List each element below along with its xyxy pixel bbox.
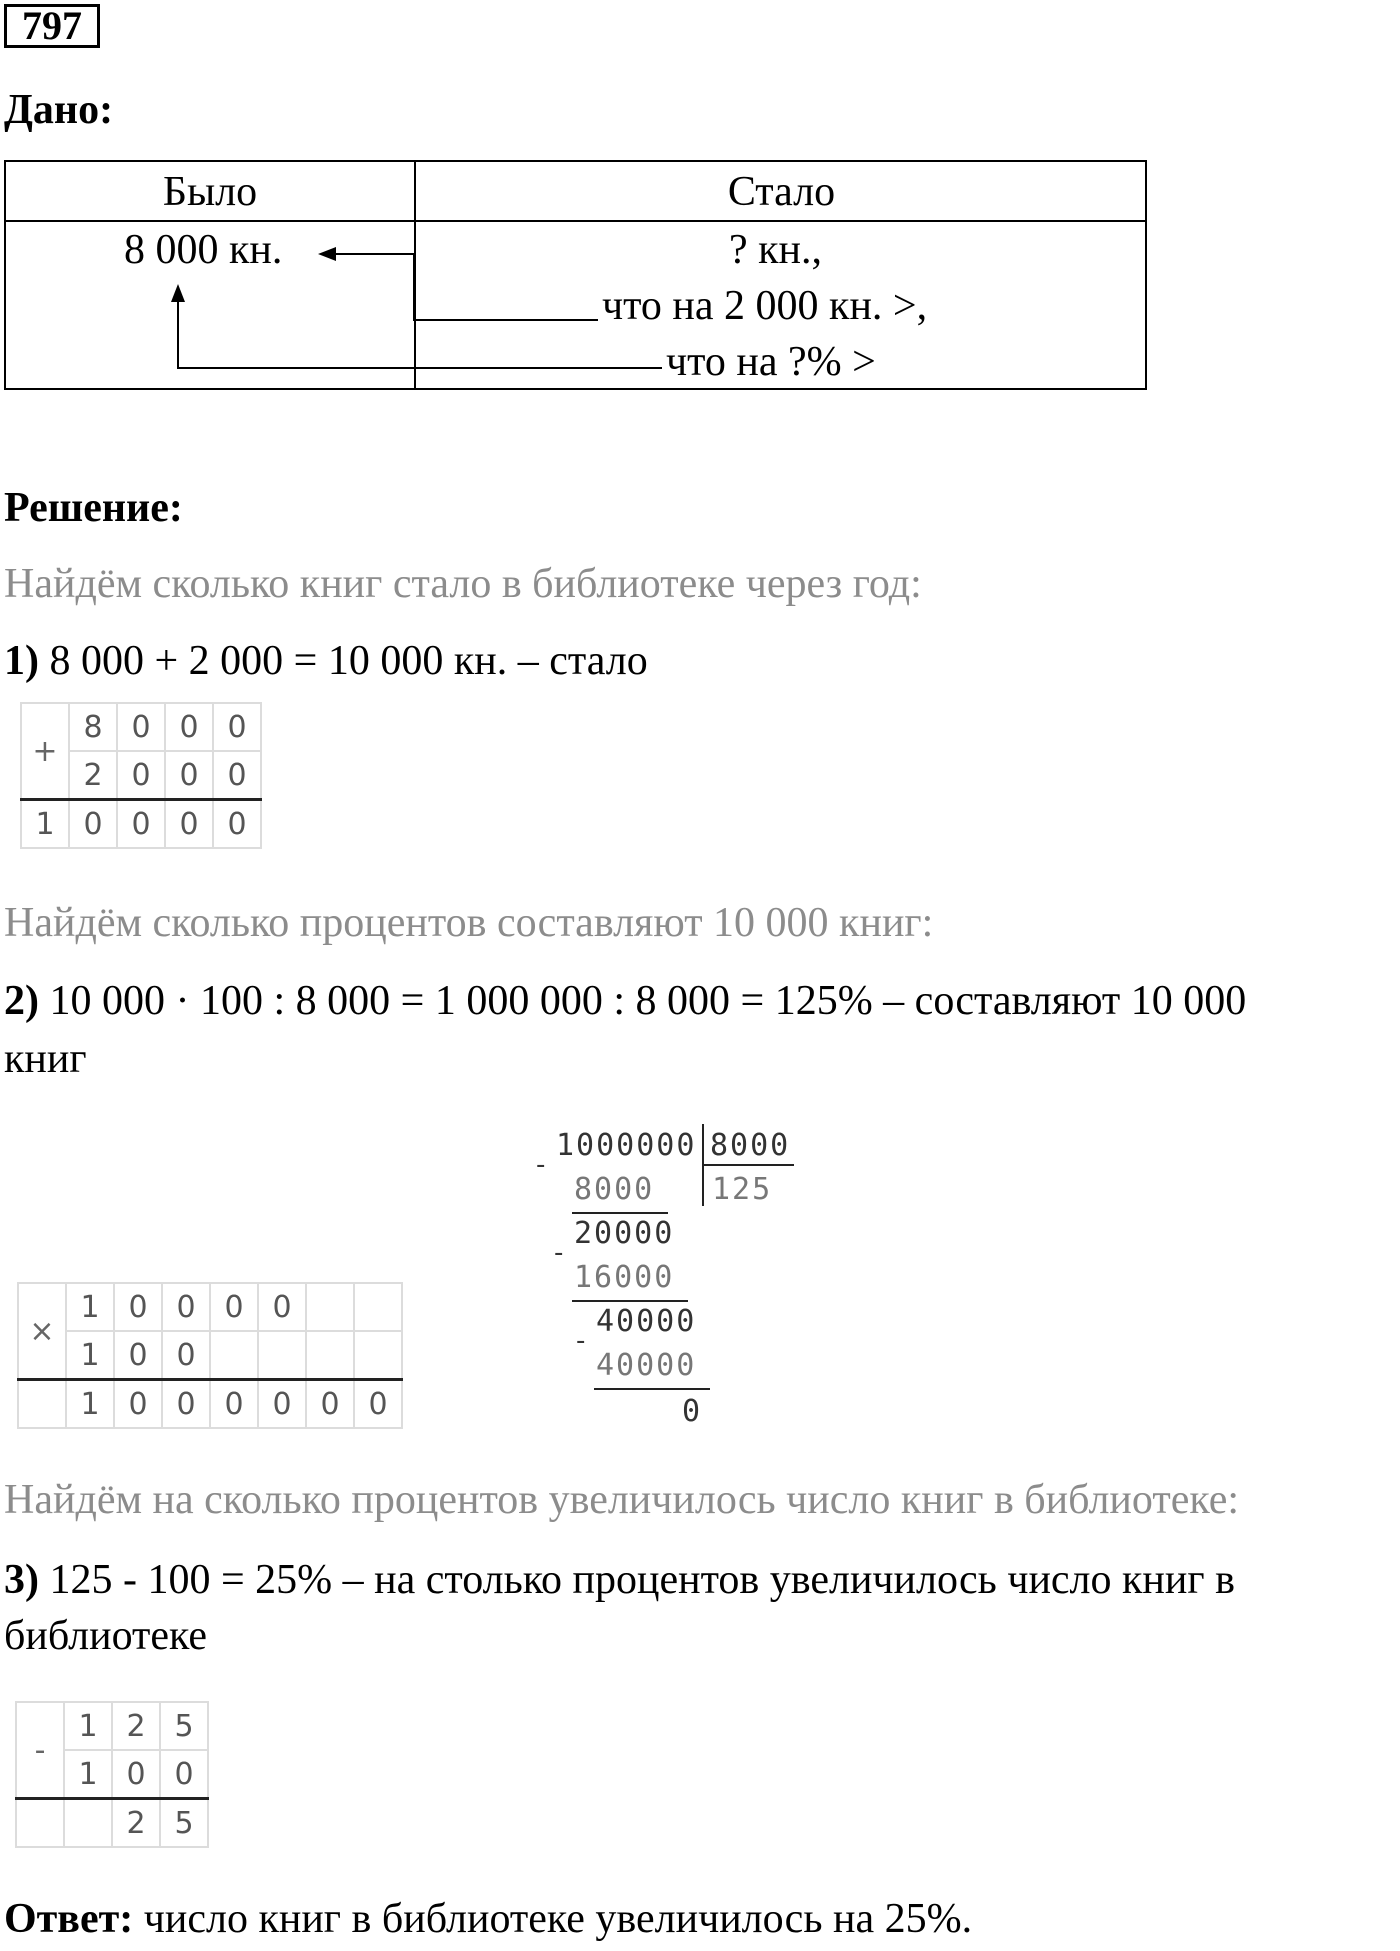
- grid-cell: 1: [21, 800, 69, 849]
- grid-cell: 0: [165, 800, 213, 849]
- step-2-note: Найдём сколько процентов составляют 10 000 книг:: [4, 900, 934, 946]
- grid-cell: 0: [354, 1380, 402, 1429]
- division-step: 40000: [596, 1348, 697, 1383]
- step-1-line: [4, 637, 648, 685]
- problem-number: 797: [4, 4, 100, 48]
- grid-cell: 2: [112, 1702, 160, 1750]
- grid-cell: 1: [66, 1283, 114, 1331]
- arrow-percent: [178, 300, 662, 368]
- grid-cell: 0: [114, 1380, 162, 1429]
- grid-cell: 2: [69, 751, 117, 800]
- subtraction-grid: [15, 1701, 209, 1848]
- became-line-2: что на 2 000 кн. >,: [602, 283, 928, 329]
- header-was: Было: [162, 169, 258, 215]
- grid-cell: [210, 1331, 258, 1380]
- grid-cell: 0: [112, 1750, 160, 1799]
- division-step: 40000: [596, 1304, 697, 1339]
- arrow-head-left: [318, 247, 336, 261]
- arrow-difference: [334, 254, 598, 320]
- minus-sign: -: [576, 1326, 586, 1356]
- grid-cell: 0: [117, 751, 165, 800]
- step-3-line: [4, 1556, 1235, 1604]
- step-3-text-continued: библиотеке: [4, 1613, 208, 1659]
- step-3-text: 125 - 100 = 25% – на столько процентов увеличилось число книг в: [39, 1557, 1235, 1603]
- grid-cell: 0: [117, 800, 165, 849]
- grid-cell: 0: [210, 1283, 258, 1331]
- minus-sign: -: [554, 1238, 564, 1268]
- division-remainder: 0: [682, 1394, 703, 1429]
- grid-cell: 0: [162, 1283, 210, 1331]
- division-dividend: 1000000: [556, 1128, 697, 1163]
- division-underline: [594, 1388, 710, 1390]
- grid-cell: 1: [66, 1331, 114, 1380]
- grid-cell: [306, 1331, 354, 1380]
- given-heading: Дано:: [4, 87, 114, 133]
- header-became: Стало: [727, 169, 836, 215]
- solution-heading: Решение:: [4, 485, 183, 531]
- grid-cell: 0: [165, 703, 213, 751]
- step-1-note: Найдём сколько книг стало в библиотеке через год:: [4, 561, 922, 607]
- grid-cell: [16, 1799, 64, 1848]
- grid-cell: 0: [258, 1380, 306, 1429]
- answer-label: Ответ:: [4, 1896, 134, 1942]
- addition-grid: [20, 702, 262, 849]
- grid-cell: 0: [210, 1380, 258, 1429]
- answer-text: число книг в библиотеке увеличилось на 25%.: [133, 1896, 973, 1942]
- grid-cell: 1: [66, 1380, 114, 1429]
- grid-cell: [18, 1380, 66, 1429]
- division-bracket-horizontal: [702, 1164, 794, 1166]
- grid-cell: [64, 1799, 112, 1848]
- grid-cell: 0: [114, 1283, 162, 1331]
- grid-cell: 5: [160, 1799, 208, 1848]
- step-1-text: 8 000 + 2 000 = 10 000 кн. – стало: [39, 638, 648, 684]
- times-sign: ×: [18, 1283, 66, 1380]
- grid-cell: [306, 1283, 354, 1331]
- grid-cell: 5: [160, 1702, 208, 1750]
- grid-cell: 1: [64, 1750, 112, 1799]
- grid-cell: 0: [165, 751, 213, 800]
- grid-cell: 0: [213, 751, 261, 800]
- step-2-number: 2): [4, 978, 39, 1024]
- division-divisor: 8000: [710, 1128, 791, 1163]
- grid-cell: 0: [160, 1750, 208, 1799]
- division-step: 8000: [574, 1172, 655, 1207]
- plus-sign: +: [21, 703, 69, 800]
- grid-cell: 0: [69, 800, 117, 849]
- grid-cell: [354, 1331, 402, 1380]
- became-line-1: ? кн.,: [729, 227, 823, 273]
- grid-cell: 0: [213, 800, 261, 849]
- grid-cell: [258, 1331, 306, 1380]
- division-step: 20000: [574, 1216, 675, 1251]
- division-step: 16000: [574, 1260, 675, 1295]
- answer-line: [4, 1895, 972, 1943]
- step-2-text: 10 000 · 100 : 8 000 = 1 000 000 : 8 000 = 125% – составляют 10 000: [39, 978, 1247, 1024]
- given-table: [4, 160, 1147, 390]
- grid-cell: 0: [306, 1380, 354, 1429]
- arrow-head-up: [171, 284, 185, 302]
- division-quotient: 125: [712, 1172, 773, 1207]
- grid-cell: [354, 1283, 402, 1331]
- division-underline: [572, 1212, 668, 1214]
- grid-cell: 0: [162, 1380, 210, 1429]
- minus-sign: -: [16, 1702, 64, 1799]
- grid-cell: 0: [162, 1331, 210, 1380]
- grid-cell: 0: [114, 1331, 162, 1380]
- grid-cell: 0: [258, 1283, 306, 1331]
- grid-cell: 0: [117, 703, 165, 751]
- step-1-number: 1): [4, 638, 39, 684]
- step-3-note: Найдём на сколько процентов увеличилось число книг в библиотеке:: [4, 1477, 1240, 1523]
- grid-cell: 2: [112, 1799, 160, 1848]
- was-value: 8 000 кн.: [124, 227, 283, 273]
- minus-sign: -: [536, 1150, 546, 1180]
- grid-cell: 1: [64, 1702, 112, 1750]
- division-underline: [572, 1300, 688, 1302]
- multiplication-grid: [17, 1282, 403, 1429]
- step-2-line: [4, 977, 1246, 1025]
- grid-cell: 0: [213, 703, 261, 751]
- long-division: [536, 1120, 806, 1440]
- grid-cell: 8: [69, 703, 117, 751]
- became-line-3: что на ?% >: [666, 339, 876, 385]
- comparison-arrows: [6, 162, 1147, 390]
- step-2-text-continued: книг: [4, 1036, 87, 1082]
- step-3-number: 3): [4, 1557, 39, 1603]
